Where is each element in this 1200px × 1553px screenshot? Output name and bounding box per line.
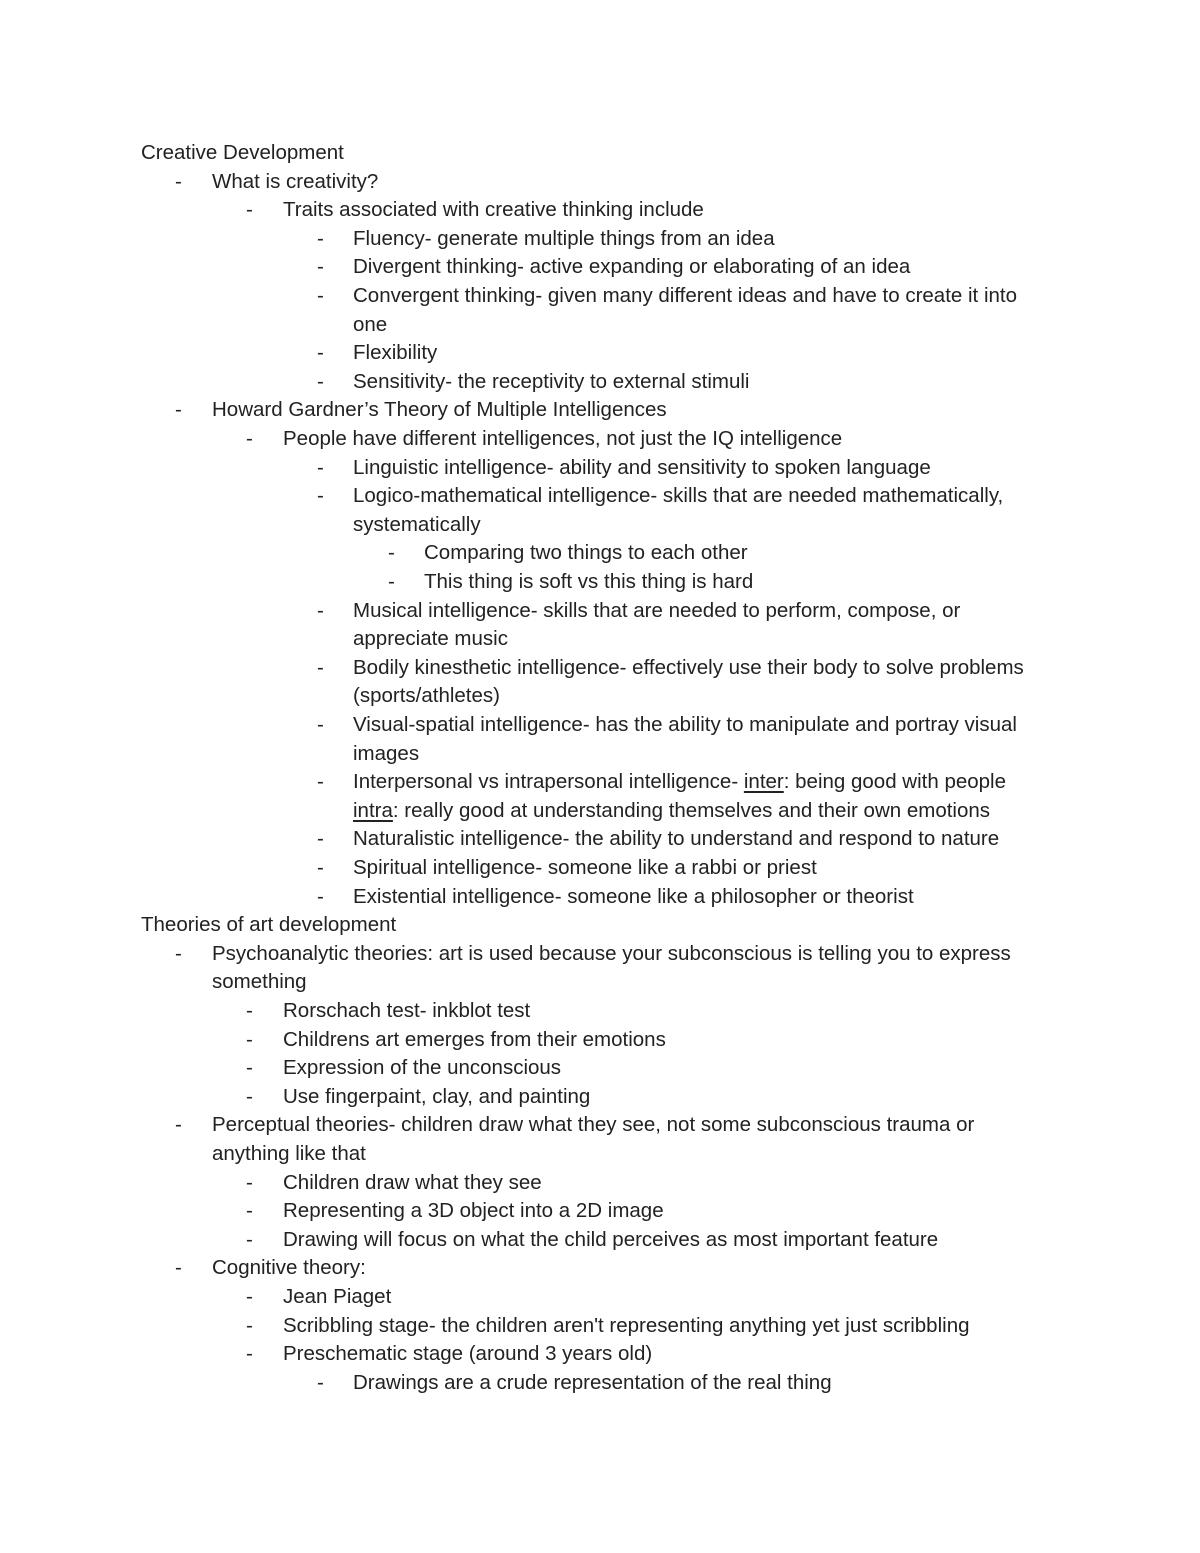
list-item bbox=[283, 425, 842, 453]
list-item-text: Preschematic stage (around 3 years old) bbox=[283, 1342, 653, 1365]
list-item bbox=[283, 196, 704, 224]
list-item bbox=[353, 225, 775, 253]
list-item-text-rest: : really good at understanding themselves and their own emotions bbox=[392, 799, 991, 822]
list-item-text: Drawings are a crude representation of the real thing bbox=[353, 1371, 832, 1394]
list-item bbox=[353, 740, 419, 768]
list-item-text: Convergent thinking- given many different ideas and have to create it into bbox=[353, 284, 1017, 307]
list-item-text: Representing a 3D object into a 2D image bbox=[283, 1199, 664, 1222]
bullet-dash: - bbox=[317, 484, 324, 507]
list-item bbox=[283, 1026, 666, 1054]
bullet-dash: - bbox=[175, 1256, 182, 1279]
list-item-text: Children draw what they see bbox=[283, 1171, 542, 1194]
list-item bbox=[353, 253, 910, 281]
bullet-dash: - bbox=[317, 456, 324, 479]
bullet-dash: - bbox=[317, 1371, 324, 1394]
list-item-text: Childrens art emerges from their emotions bbox=[283, 1028, 666, 1051]
list-item bbox=[353, 282, 1017, 310]
list-item bbox=[212, 1111, 974, 1139]
bullet-dash: - bbox=[317, 341, 324, 364]
list-item-text: Fluency- generate multiple things from an idea bbox=[353, 227, 775, 250]
list-item bbox=[353, 311, 387, 339]
list-item-text: Use fingerpaint, clay, and painting bbox=[283, 1085, 591, 1108]
list-item-text: Perceptual theories- children draw what they see, not some subconscious trauma or bbox=[212, 1113, 975, 1136]
list-item-text: Jean Piaget bbox=[283, 1285, 392, 1308]
list-item-text: Drawing will focus on what the child perceives as most important feature bbox=[283, 1228, 939, 1251]
list-item-text: Howard Gardner’s Theory of Multiple Intelligences bbox=[212, 398, 667, 421]
bullet-dash: - bbox=[317, 827, 324, 850]
list-item bbox=[283, 1169, 542, 1197]
list-item-text: People have different intelligences, not just the IQ intelligence bbox=[283, 427, 843, 450]
bullet-dash: - bbox=[246, 1342, 253, 1365]
list-item bbox=[283, 1226, 938, 1254]
list-item-text: Psychoanalytic theories: art is used because your subconscious is telling you to express bbox=[212, 942, 1011, 965]
list-item bbox=[353, 454, 931, 482]
bullet-dash: - bbox=[175, 1113, 182, 1136]
list-item bbox=[283, 1197, 664, 1225]
list-item bbox=[212, 1140, 366, 1168]
bullet-dash: - bbox=[317, 713, 324, 736]
list-item-text: Creative Development bbox=[141, 141, 344, 164]
bullet-dash: - bbox=[388, 570, 395, 593]
list-item bbox=[353, 368, 749, 396]
list-item-text: (sports/athletes) bbox=[353, 684, 500, 707]
list-item-text: Comparing two things to each other bbox=[424, 541, 748, 564]
list-item-text: Divergent thinking- active expanding or elaborating of an idea bbox=[353, 255, 911, 278]
list-item-text: Bodily kinesthetic intelligence- effectively use their body to solve problems bbox=[353, 656, 1024, 679]
list-item bbox=[212, 968, 307, 996]
list-item bbox=[353, 511, 481, 539]
bullet-dash: - bbox=[175, 398, 182, 421]
list-item-text: appreciate music bbox=[353, 627, 508, 650]
list-item-text: Flexibility bbox=[353, 341, 438, 364]
list-item-text: Existential intelligence- someone like a philosopher or theorist bbox=[353, 885, 914, 908]
bullet-dash: - bbox=[246, 1085, 253, 1108]
list-item-text: Visual-spatial intelligence- has the ability to manipulate and portray visual bbox=[353, 713, 1017, 736]
bullet-dash: - bbox=[317, 885, 324, 908]
list-item bbox=[353, 482, 1003, 510]
bullet-dash: - bbox=[388, 541, 395, 564]
list-item-text: Musical intelligence- skills that are needed to perform, compose, or bbox=[353, 599, 961, 622]
list-item-text: What is creativity? bbox=[212, 170, 379, 193]
bullet-dash: - bbox=[317, 599, 324, 622]
list-item-text: Linguistic intelligence- ability and sensitivity to spoken language bbox=[353, 456, 931, 479]
list-item-text: anything like that bbox=[212, 1142, 366, 1165]
list-item-text-rest: : being good with people bbox=[783, 770, 1007, 793]
list-item bbox=[353, 654, 1024, 682]
list-item bbox=[283, 997, 530, 1025]
list-item-text: Naturalistic intelligence- the ability to understand and respond to nature bbox=[353, 827, 1000, 850]
bullet-dash: - bbox=[246, 427, 253, 450]
list-item bbox=[212, 940, 1011, 968]
bullet-dash: - bbox=[317, 255, 324, 278]
list-item bbox=[424, 539, 748, 567]
underlined-term: inter bbox=[743, 770, 784, 793]
bullet-dash: - bbox=[246, 198, 253, 221]
list-item bbox=[212, 168, 378, 196]
list-item-text: Rorschach test- inkblot test bbox=[283, 999, 531, 1022]
list-item bbox=[353, 711, 1017, 739]
list-item bbox=[353, 682, 500, 710]
list-item bbox=[353, 854, 817, 882]
list-item bbox=[353, 768, 1006, 796]
underlined-term: intra bbox=[353, 799, 393, 822]
bullet-dash: - bbox=[246, 1199, 253, 1222]
list-item-text: Cognitive theory: bbox=[212, 1256, 366, 1279]
list-item bbox=[424, 568, 753, 596]
list-item-text: systematically bbox=[353, 513, 481, 536]
list-item bbox=[353, 1369, 832, 1397]
bullet-dash: - bbox=[246, 1028, 253, 1051]
list-item-text: Theories of art development bbox=[141, 913, 397, 936]
list-item-text: Logico-mathematical intelligence- skills that are needed mathematically, bbox=[353, 484, 1004, 507]
list-item bbox=[353, 597, 960, 625]
bullet-dash: - bbox=[246, 1314, 253, 1337]
list-item-text: one bbox=[353, 313, 388, 336]
list-item bbox=[353, 625, 508, 653]
list-item bbox=[353, 883, 914, 911]
list-item-text: Traits associated with creative thinking include bbox=[283, 198, 704, 221]
bullet-dash: - bbox=[246, 1056, 253, 1079]
bullet-dash: - bbox=[246, 1285, 253, 1308]
bullet-dash: - bbox=[246, 999, 253, 1022]
section-heading bbox=[141, 139, 344, 167]
list-item bbox=[353, 339, 437, 367]
list-item-text: images bbox=[353, 742, 420, 765]
bullet-dash: - bbox=[175, 942, 182, 965]
list-item-text: Sensitivity- the receptivity to external stimuli bbox=[353, 370, 750, 393]
list-item-text: something bbox=[212, 970, 307, 993]
list-item bbox=[353, 825, 999, 853]
list-item bbox=[283, 1054, 561, 1082]
list-item-text: This thing is soft vs this thing is hard bbox=[424, 570, 754, 593]
list-item bbox=[353, 797, 990, 825]
list-item-text: Scribbling stage- the children aren't representing anything yet just scribbling bbox=[283, 1314, 970, 1337]
list-item bbox=[283, 1340, 652, 1368]
bullet-dash: - bbox=[246, 1228, 253, 1251]
list-item-text: Expression of the unconscious bbox=[283, 1056, 562, 1079]
bullet-dash: - bbox=[317, 370, 324, 393]
list-item-text: Spiritual intelligence- someone like a rabbi or priest bbox=[353, 856, 817, 879]
bullet-dash: - bbox=[317, 284, 324, 307]
bullet-dash: - bbox=[317, 656, 324, 679]
bullet-dash: - bbox=[246, 1171, 253, 1194]
bullet-dash: - bbox=[317, 227, 324, 250]
list-item bbox=[212, 1254, 366, 1282]
bullet-dash: - bbox=[175, 170, 182, 193]
list-item bbox=[283, 1312, 970, 1340]
list-item bbox=[283, 1083, 590, 1111]
list-item-text: Interpersonal vs intrapersonal intelligence- bbox=[353, 770, 744, 793]
bullet-dash: - bbox=[317, 856, 324, 879]
list-item bbox=[283, 1283, 391, 1311]
bullet-dash: - bbox=[317, 770, 324, 793]
section-heading bbox=[141, 911, 396, 939]
list-item bbox=[212, 396, 667, 424]
